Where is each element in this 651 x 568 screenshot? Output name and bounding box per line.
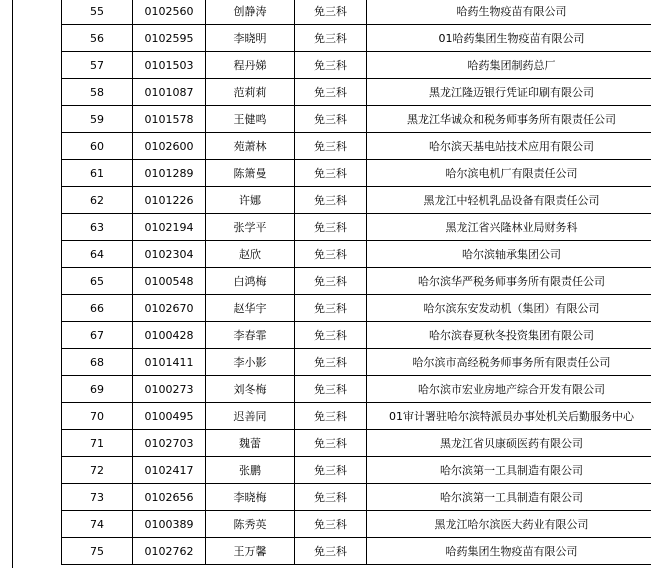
company-name-cell: 黑龙江省贝康硕医药有限公司 — [367, 430, 651, 457]
exemption-status-cell: 免三科 — [295, 295, 367, 322]
candidate-name-cell: 范莉莉 — [206, 79, 295, 106]
candidate-name-cell: 程丹娣 — [206, 52, 295, 79]
row-number-cell: 75 — [62, 538, 133, 565]
row-number-cell: 65 — [62, 268, 133, 295]
company-name-cell: 哈药生物疫苗有限公司 — [367, 0, 651, 25]
exemption-status-cell: 免三科 — [295, 322, 367, 349]
table-row — [62, 322, 651, 349]
row-number-cell: 68 — [62, 349, 133, 376]
exemption-status-cell: 免三科 — [295, 457, 367, 484]
table-row — [62, 214, 651, 241]
row-number-cell: 58 — [62, 79, 133, 106]
company-name-cell: 01哈药集团生物疫苗有限公司 — [367, 25, 651, 52]
exemption-status-cell: 免三科 — [295, 106, 367, 133]
candidate-id-cell: 0102670 — [133, 295, 206, 322]
row-number-cell: 56 — [62, 25, 133, 52]
candidate-name-cell: 白鸿梅 — [206, 268, 295, 295]
table-row — [62, 0, 651, 25]
company-name-cell: 哈尔滨春夏秋冬投资集团有限公司 — [367, 322, 651, 349]
table-row — [62, 79, 651, 106]
candidate-id-cell: 0101087 — [133, 79, 206, 106]
table-row — [62, 187, 651, 214]
row-number-cell: 71 — [62, 430, 133, 457]
table-row — [62, 430, 651, 457]
row-number-cell: 66 — [62, 295, 133, 322]
exemption-status-cell: 免三科 — [295, 430, 367, 457]
table-row — [62, 538, 651, 565]
candidate-name-cell: 赵欣 — [206, 241, 295, 268]
exemption-status-cell: 免三科 — [295, 187, 367, 214]
company-name-cell: 哈尔滨轴承集团公司 — [367, 241, 651, 268]
company-name-cell: 黑龙江哈尔滨医大药业有限公司 — [367, 511, 651, 538]
exemption-status-cell: 免三科 — [295, 79, 367, 106]
exemption-status-cell: 免三科 — [295, 268, 367, 295]
row-number-cell: 57 — [62, 52, 133, 79]
table-row — [62, 241, 651, 268]
table-row — [62, 160, 651, 187]
candidate-name-cell: 陈秀英 — [206, 511, 295, 538]
exemption-status-cell: 免三科 — [295, 214, 367, 241]
row-number-cell: 74 — [62, 511, 133, 538]
candidate-id-cell: 0100273 — [133, 376, 206, 403]
table-row — [62, 349, 651, 376]
candidate-name-cell: 刘冬梅 — [206, 376, 295, 403]
candidate-name-cell: 李晓梅 — [206, 484, 295, 511]
row-number-cell: 62 — [62, 187, 133, 214]
candidate-id-cell: 0102194 — [133, 214, 206, 241]
company-name-cell: 哈尔滨市高经税务师事务所有限责任公司 — [367, 349, 651, 376]
exemption-status-cell: 免三科 — [295, 133, 367, 160]
exemption-status-cell: 免三科 — [295, 403, 367, 430]
row-number-cell: 73 — [62, 484, 133, 511]
candidate-id-cell: 0100495 — [133, 403, 206, 430]
candidate-id-cell: 0102600 — [133, 133, 206, 160]
company-name-cell: 哈药集团制药总厂 — [367, 52, 651, 79]
exam-exemption-table — [61, 0, 651, 565]
candidate-name-cell: 创静涛 — [206, 0, 295, 25]
company-name-cell: 哈尔滨东安发动机（集团）有限公司 — [367, 295, 651, 322]
candidate-id-cell: 0100428 — [133, 322, 206, 349]
company-name-cell: 哈药集团生物疫苗有限公司 — [367, 538, 651, 565]
row-number-cell: 67 — [62, 322, 133, 349]
candidate-name-cell: 李春霏 — [206, 322, 295, 349]
table-row — [62, 268, 651, 295]
company-name-cell: 哈尔滨电机厂有限责任公司 — [367, 160, 651, 187]
exemption-status-cell: 免三科 — [295, 241, 367, 268]
candidate-id-cell: 0102656 — [133, 484, 206, 511]
company-name-cell: 黑龙江中轻机乳品设备有限责任公司 — [367, 187, 651, 214]
candidate-name-cell: 李小影 — [206, 349, 295, 376]
candidate-name-cell: 张学平 — [206, 214, 295, 241]
candidate-id-cell: 0101503 — [133, 52, 206, 79]
company-name-cell: 黑龙江华诚众和税务师事务所有限责任公司 — [367, 106, 651, 133]
exemption-status-cell: 免三科 — [295, 0, 367, 25]
table-row — [62, 133, 651, 160]
candidate-id-cell: 0101411 — [133, 349, 206, 376]
candidate-name-cell: 陈箫曼 — [206, 160, 295, 187]
row-number-cell: 60 — [62, 133, 133, 160]
table-row — [62, 52, 651, 79]
exemption-status-cell: 免三科 — [295, 538, 367, 565]
company-name-cell: 哈尔滨第一工具制造有限公司 — [367, 484, 651, 511]
candidate-id-cell: 0101289 — [133, 160, 206, 187]
table-row — [62, 376, 651, 403]
candidate-name-cell: 李晓明 — [206, 25, 295, 52]
row-number-cell: 70 — [62, 403, 133, 430]
exemption-status-cell: 免三科 — [295, 484, 367, 511]
exemption-status-cell: 免三科 — [295, 52, 367, 79]
exemption-status-cell: 免三科 — [295, 25, 367, 52]
table-row — [62, 295, 651, 322]
table-body — [62, 0, 651, 565]
candidate-id-cell: 0102703 — [133, 430, 206, 457]
candidate-id-cell: 0100548 — [133, 268, 206, 295]
exemption-status-cell: 免三科 — [295, 511, 367, 538]
company-name-cell: 哈尔滨天基电站技术应用有限公司 — [367, 133, 651, 160]
candidate-name-cell: 王万馨 — [206, 538, 295, 565]
table-row — [62, 457, 651, 484]
exemption-status-cell: 免三科 — [295, 376, 367, 403]
candidate-id-cell: 0102417 — [133, 457, 206, 484]
company-name-cell: 哈尔滨第一工具制造有限公司 — [367, 457, 651, 484]
company-name-cell: 哈尔滨市宏业房地产综合开发有限公司 — [367, 376, 651, 403]
exemption-status-cell: 免三科 — [295, 160, 367, 187]
row-number-cell: 72 — [62, 457, 133, 484]
company-name-cell: 黑龙江隆迈银行凭证印刷有限公司 — [367, 79, 651, 106]
company-name-cell: 01审计署驻哈尔滨特派员办事处机关后勤服务中心 — [367, 403, 651, 430]
candidate-name-cell: 赵华宇 — [206, 295, 295, 322]
candidate-id-cell: 0101578 — [133, 106, 206, 133]
candidate-name-cell: 迟善同 — [206, 403, 295, 430]
company-name-cell: 哈尔滨华严税务师事务所有限责任公司 — [367, 268, 651, 295]
candidate-id-cell: 0102762 — [133, 538, 206, 565]
table-row — [62, 484, 651, 511]
exemption-status-cell: 免三科 — [295, 349, 367, 376]
row-number-cell: 69 — [62, 376, 133, 403]
candidate-id-cell: 0102304 — [133, 241, 206, 268]
table-row — [62, 403, 651, 430]
candidate-name-cell: 许娜 — [206, 187, 295, 214]
candidate-id-cell: 0102560 — [133, 0, 206, 25]
candidate-id-cell: 0102595 — [133, 25, 206, 52]
row-number-cell: 59 — [62, 106, 133, 133]
candidate-id-cell: 0100389 — [133, 511, 206, 538]
candidate-name-cell: 魏蕾 — [206, 430, 295, 457]
table-row — [62, 25, 651, 52]
candidate-name-cell: 张鹏 — [206, 457, 295, 484]
candidate-name-cell: 苑萧林 — [206, 133, 295, 160]
left-border-line — [12, 0, 13, 568]
table-row — [62, 106, 651, 133]
row-number-cell: 64 — [62, 241, 133, 268]
candidate-id-cell: 0101226 — [133, 187, 206, 214]
row-number-cell: 61 — [62, 160, 133, 187]
row-number-cell: 63 — [62, 214, 133, 241]
company-name-cell: 黑龙江省兴隆林业局财务科 — [367, 214, 651, 241]
table-row — [62, 511, 651, 538]
candidate-name-cell: 王健鸣 — [206, 106, 295, 133]
row-number-cell: 55 — [62, 0, 133, 25]
